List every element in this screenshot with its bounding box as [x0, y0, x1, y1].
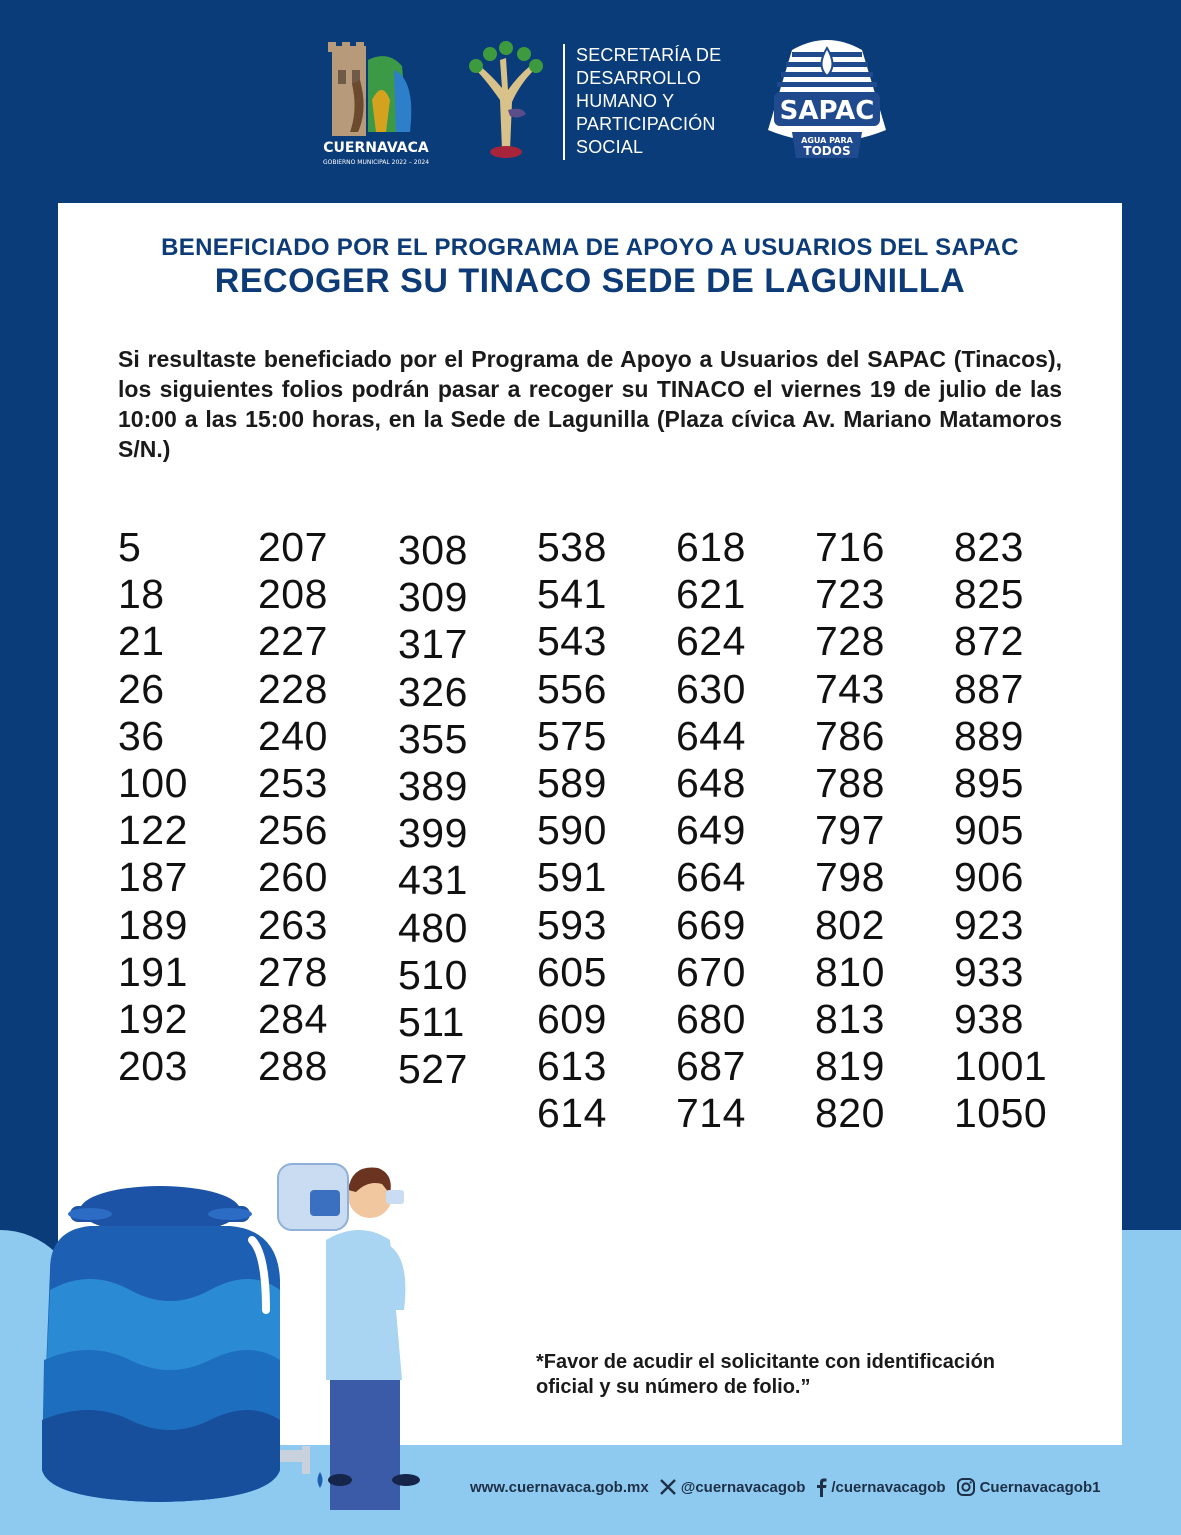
folio-column	[537, 524, 677, 1138]
folio-number: 605	[537, 948, 607, 995]
folio-number: 624	[676, 618, 746, 665]
folio-number: 906	[954, 854, 1024, 901]
folio-number: 613	[537, 1043, 607, 1090]
folio-number: 556	[537, 665, 607, 712]
folio-number: 1001	[954, 1043, 1048, 1090]
folio-number: 743	[815, 665, 885, 712]
folio-number: 36	[118, 712, 165, 759]
folio-number: 543	[537, 618, 607, 665]
folio-number: 326	[398, 668, 468, 715]
folio-number: 527	[398, 1046, 468, 1093]
x-handle[interactable]: @cuernavacagob	[680, 1478, 806, 1496]
folio-column	[954, 524, 1094, 1138]
folio-column	[118, 524, 258, 1090]
folio-number: 614	[537, 1090, 607, 1137]
footer-x[interactable]	[659, 1478, 806, 1496]
folio-number: 825	[954, 571, 1024, 618]
folio-number: 648	[676, 760, 746, 807]
secretaria-line: SECRETARÍA DE	[576, 45, 722, 65]
background-curve-right	[1121, 1230, 1181, 1350]
folio-number: 820	[815, 1090, 885, 1137]
folio-number: 207	[258, 524, 328, 570]
folio-number: 575	[537, 712, 607, 759]
folio-column	[398, 527, 538, 1093]
page-title: RECOGER SU TINACO SEDE DE LAGUNILLA	[214, 262, 966, 300]
folio-number: 263	[258, 901, 328, 948]
sapac-tagline-2: TODOS	[803, 144, 851, 158]
footnote: *Favor de acudir el solicitante con identificación oficial y su número de folio.”	[536, 1351, 996, 1398]
folio-number: 872	[954, 618, 1024, 665]
folio-grid	[118, 524, 1078, 1144]
folio-number: 309	[398, 574, 468, 621]
facebook-icon	[815, 1477, 827, 1497]
secretaria-line: HUMANO Y	[576, 91, 675, 111]
water-tank-illustration	[30, 1150, 450, 1535]
folio-number: 389	[398, 763, 468, 810]
folio-number: 191	[118, 948, 188, 995]
folio-number: 399	[398, 810, 468, 857]
website-link[interactable]: www.cuernavaca.gob.mx	[470, 1478, 649, 1496]
folio-number: 278	[258, 948, 328, 995]
folio-number: 431	[398, 857, 468, 904]
folio-number: 895	[954, 760, 1024, 807]
folio-number: 317	[398, 621, 468, 668]
folio-number: 933	[954, 948, 1024, 995]
folio-number: 664	[676, 854, 746, 901]
intro-paragraph: Si resultaste beneficiado por el Programa de Apoyo a Usuarios del SAPAC (Tinacos), los siguientes folios podrán pasar a recoger su TINACO el viernes 19 de julio de las 10:00 a las 15:00 horas, en la Sede de Lagunilla (Plaza cívica Av. Mariano Matamoros S/N.)	[118, 346, 1062, 462]
folio-number: 938	[954, 996, 1024, 1043]
folio-number: 5	[118, 524, 142, 570]
folio-number: 589	[537, 760, 607, 807]
folio-number: 590	[537, 807, 607, 854]
folio-number: 591	[537, 854, 607, 901]
folio-number: 786	[815, 712, 885, 759]
folio-number: 723	[815, 571, 885, 618]
header-divider	[563, 44, 565, 160]
folio-number: 538	[537, 524, 607, 570]
folio-number: 122	[118, 807, 188, 854]
folio-column	[815, 524, 955, 1138]
folio-number: 203	[118, 1043, 188, 1090]
folio-number: 284	[258, 996, 328, 1043]
folio-number: 253	[258, 760, 328, 807]
folio-number: 797	[815, 807, 885, 854]
folio-number: 26	[118, 665, 165, 712]
folio-number: 618	[676, 524, 746, 570]
x-icon	[659, 1478, 677, 1496]
folio-number: 649	[676, 807, 746, 854]
folio-number: 240	[258, 712, 328, 759]
folio-number: 680	[676, 996, 746, 1043]
folio-number: 260	[258, 854, 328, 901]
folio-column	[258, 524, 398, 1090]
facebook-handle[interactable]: /cuernavacagob	[831, 1478, 946, 1496]
folio-number: 788	[815, 760, 885, 807]
folio-number: 256	[258, 807, 328, 854]
folio-number: 716	[815, 524, 885, 570]
sapac-tagline-1: AGUA PARA	[801, 136, 853, 145]
folio-number: 802	[815, 901, 885, 948]
folio-number: 823	[954, 524, 1024, 570]
folio-number: 889	[954, 712, 1024, 759]
folio-number: 923	[954, 901, 1024, 948]
folio-number: 187	[118, 854, 188, 901]
folio-number: 18	[118, 571, 165, 618]
folio-number: 541	[537, 571, 607, 618]
footer-instagram[interactable]	[956, 1477, 1101, 1497]
folio-number: 355	[398, 715, 468, 762]
folio-number: 228	[258, 665, 328, 712]
folio-number: 644	[676, 712, 746, 759]
footer-website[interactable]	[470, 1479, 649, 1496]
folio-number: 480	[398, 904, 468, 951]
folio-number: 1050	[954, 1090, 1048, 1137]
footer-contacts	[470, 1474, 1150, 1500]
folio-number: 670	[676, 948, 746, 995]
folio-number: 669	[676, 901, 746, 948]
secretaria-line: SOCIAL	[576, 137, 644, 157]
folio-number: 905	[954, 807, 1024, 854]
folio-number: 728	[815, 618, 885, 665]
cuernavaca-logo-subtext: GOBIERNO MUNICIPAL 2022 – 2024	[322, 159, 430, 166]
folio-number: 288	[258, 1043, 328, 1090]
footer-facebook[interactable]	[815, 1477, 945, 1497]
cuernavaca-logo-text: CUERNAVACA	[323, 140, 429, 156]
secretaria-name	[576, 44, 746, 159]
folio-number: 819	[815, 1043, 885, 1090]
folio-number: 21	[118, 618, 165, 665]
folio-column	[676, 524, 816, 1138]
secretaria-line: PARTICIPACIÓN	[576, 114, 716, 134]
folio-number: 593	[537, 901, 607, 948]
folio-number: 510	[398, 951, 468, 998]
folio-number: 687	[676, 1043, 746, 1090]
instagram-handle[interactable]: Cuernavacagob1	[979, 1478, 1101, 1496]
folio-number: 100	[118, 760, 188, 807]
folio-number: 227	[258, 618, 328, 665]
folio-number: 630	[676, 665, 746, 712]
sapac-logo-text: SAPAC	[779, 96, 875, 126]
folio-number: 511	[398, 999, 465, 1046]
instagram-icon	[956, 1477, 976, 1497]
sapac-logo	[762, 30, 892, 170]
cuernavaca-logo	[298, 40, 454, 170]
secretaria-line: DESARROLLO	[576, 68, 702, 88]
folio-number: 621	[676, 571, 746, 618]
folio-number: 192	[118, 996, 188, 1043]
folio-number: 208	[258, 571, 328, 618]
folio-number: 609	[537, 996, 607, 1043]
folio-number: 308	[398, 527, 468, 573]
folio-number: 810	[815, 948, 885, 995]
folio-number: 887	[954, 665, 1024, 712]
folio-number: 714	[676, 1090, 746, 1137]
folio-number: 813	[815, 996, 885, 1043]
folio-number: 189	[118, 901, 188, 948]
tree-logo	[466, 40, 546, 160]
program-subtitle: BENEFICIADO POR EL PROGRAMA DE APOYO A USUARIOS DEL SAPAC	[161, 234, 1019, 261]
folio-number: 798	[815, 854, 885, 901]
